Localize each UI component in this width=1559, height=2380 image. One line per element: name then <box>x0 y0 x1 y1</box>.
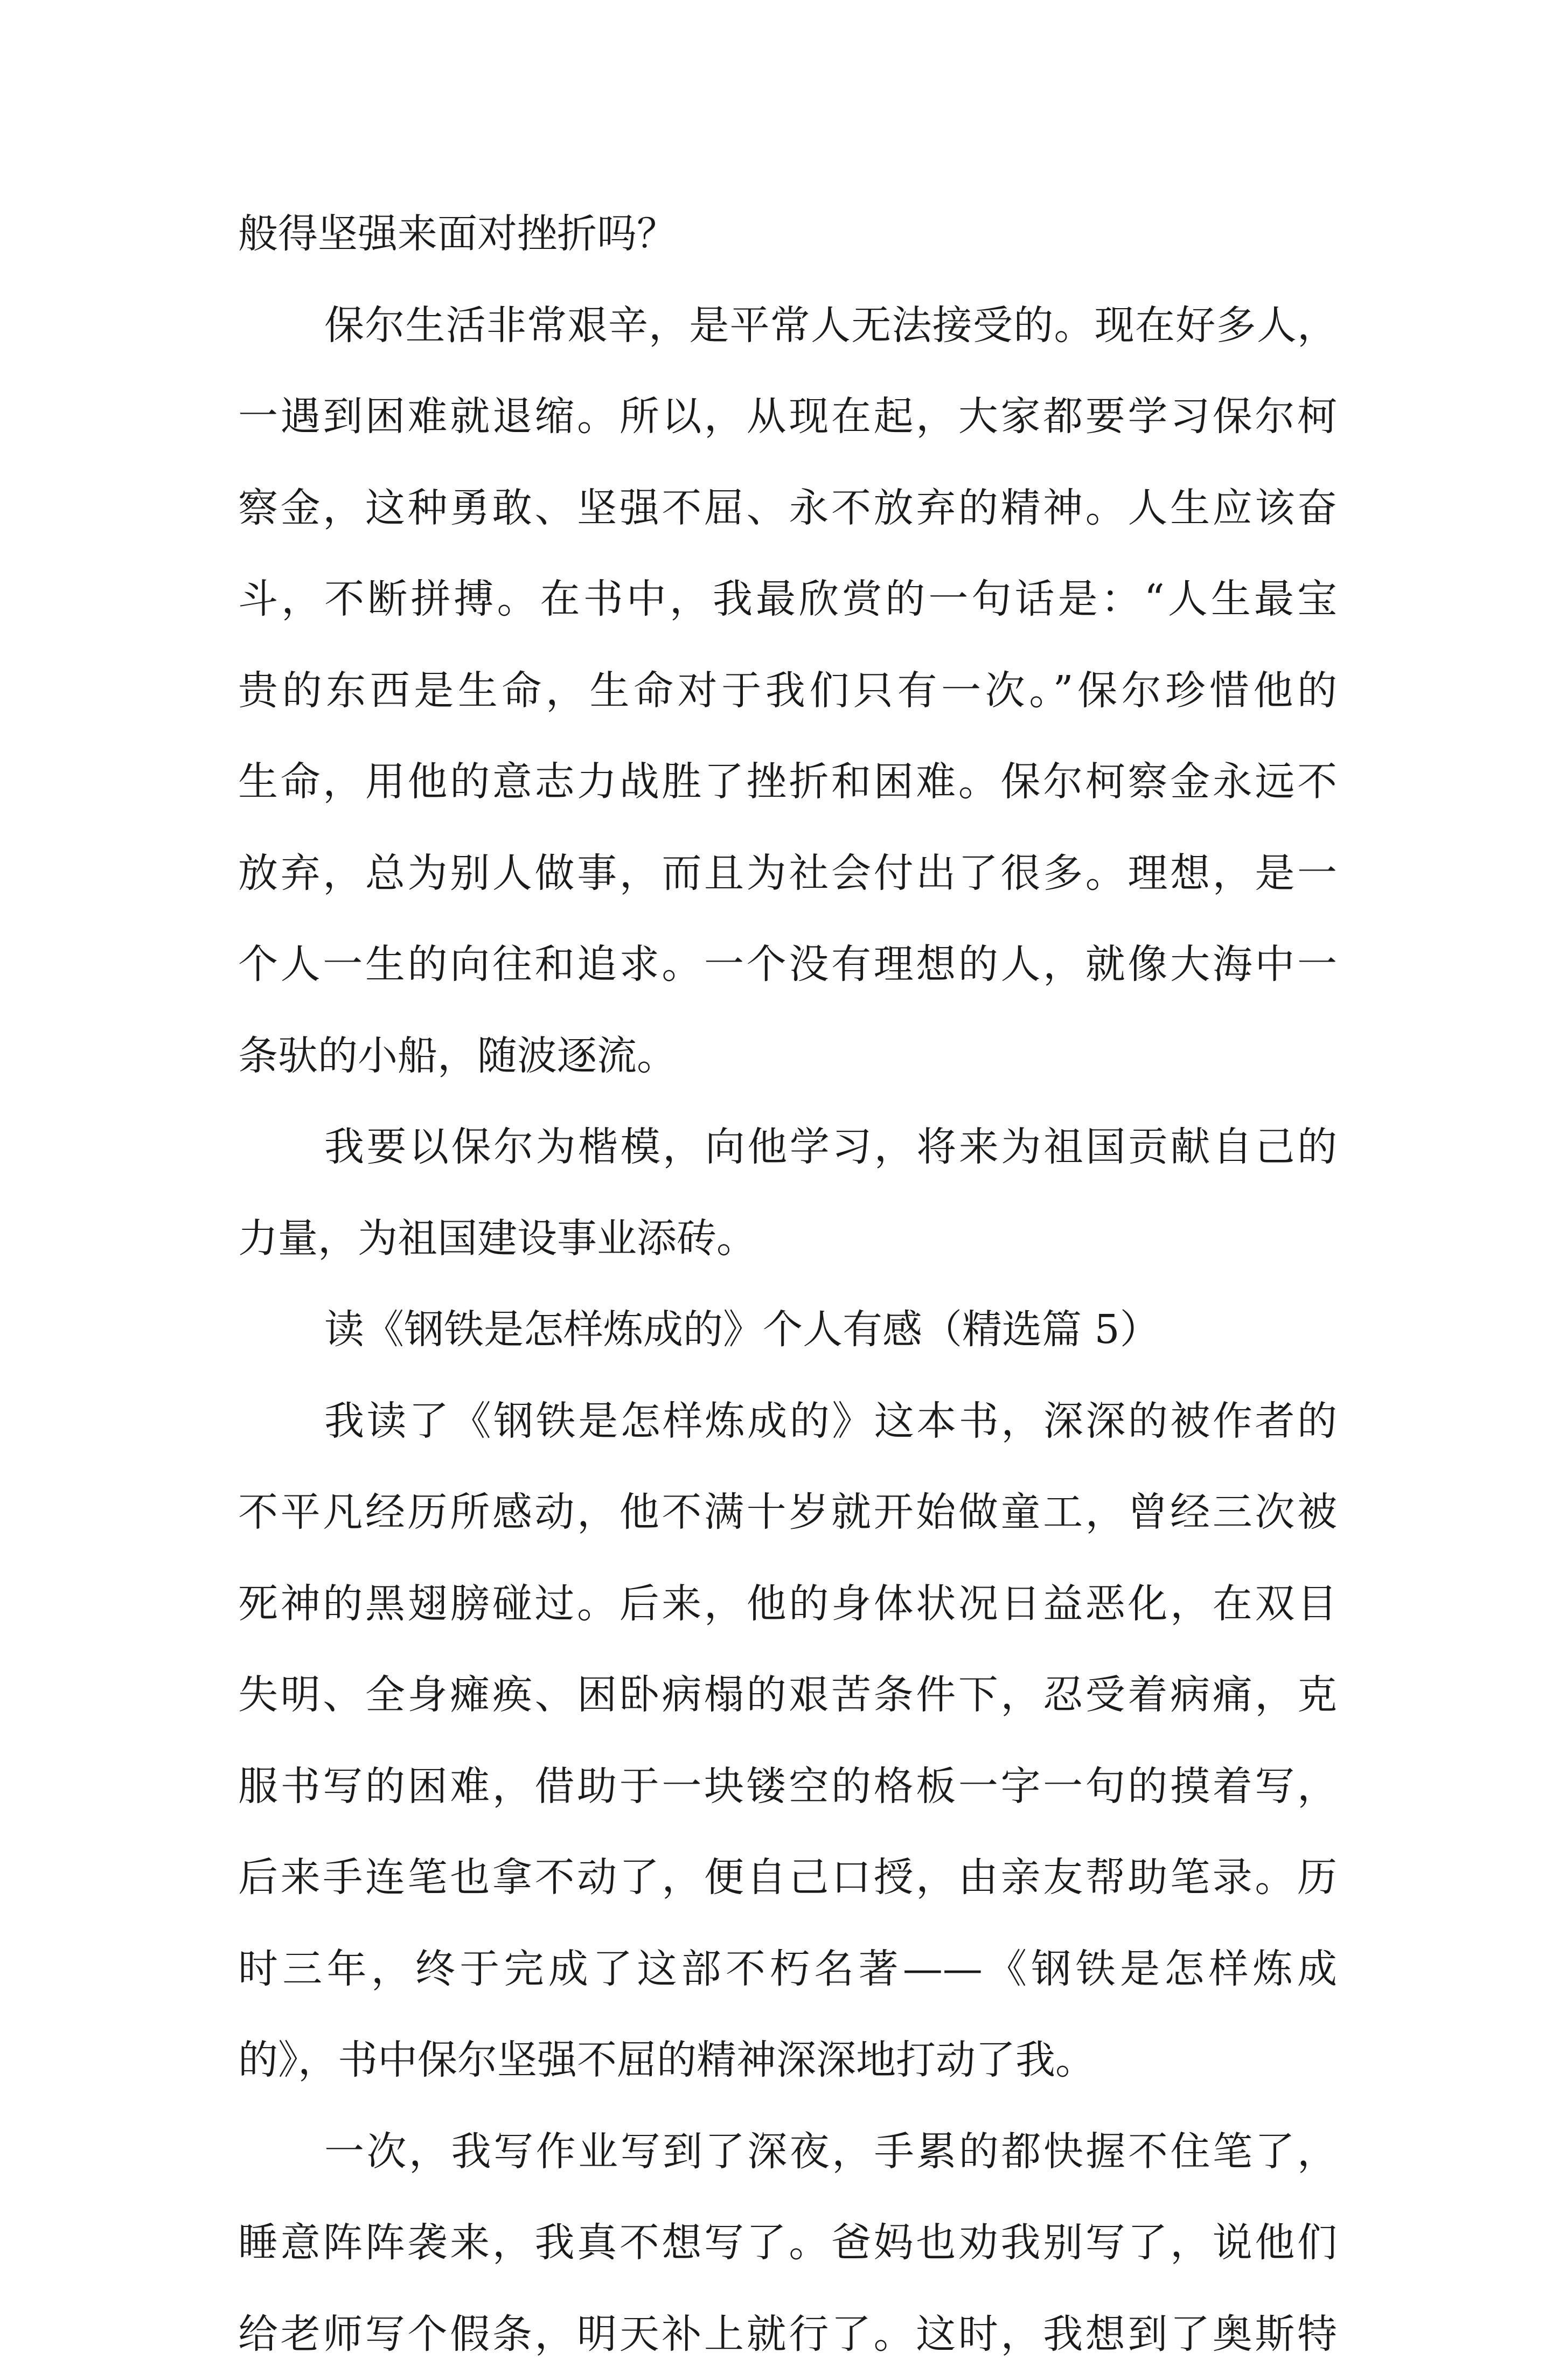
text-line: 放弃，总为别人做事，而且为社会付出了很多。理想，是一 <box>238 828 1337 920</box>
text-line: 服书写的困难，借助于一块镂空的格板一字一句的摸着写， <box>238 1741 1337 1833</box>
text-line: 保尔生活非常艰辛，是平常人无法接受的。现在好多人， <box>238 280 1337 372</box>
text-line: 不平凡经历所感动，他不满十岁就开始做童工，曾经三次被 <box>238 1467 1337 1558</box>
text-line: 时三年，终于完成了这部不朽名著——《钢铁是怎样炼成 <box>238 1924 1337 2015</box>
text-line: 的》，书中保尔坚强不屈的精神深深地打动了我。 <box>238 2015 1337 2106</box>
document-body <box>238 189 1337 2380</box>
text-line: 我读了《钢铁是怎样炼成的》这本书，深深的被作者的 <box>238 1376 1337 1467</box>
text-line: 生命，用他的意志力战胜了挫折和困难。保尔柯察金永远不 <box>238 736 1337 828</box>
text-line: 贵的东西是生命，生命对于我们只有一次。”保尔珍惜他的 <box>238 645 1337 737</box>
text-line: 给老师写个假条，明天补上就行了。这时，我想到了奥斯特 <box>238 2289 1337 2380</box>
text-line: 一次，我写作业写到了深夜，手累的都快握不住笔了， <box>238 2106 1337 2198</box>
text-line: 失明、全身瘫痪、困卧病榻的艰苦条件下，忍受着病痛，克 <box>238 1650 1337 1741</box>
text-line: 死神的黑翅膀碰过。后来，他的身体状况日益恶化，在双目 <box>238 1558 1337 1650</box>
text-line: 我要以保尔为楷模，向他学习，将来为祖国贡献自己的 <box>238 1102 1337 1193</box>
text-line: 一遇到困难就退缩。所以，从现在起，大家都要学习保尔柯 <box>238 371 1337 463</box>
text-line: 读《钢铁是怎样炼成的》个人有感（精选篇 5） <box>238 1284 1337 1376</box>
text-line: 力量，为祖国建设事业添砖。 <box>238 1193 1337 1285</box>
text-line: 条驮的小船，随波逐流。 <box>238 1011 1337 1102</box>
text-line: 后来手连笔也拿不动了，便自己口授，由亲友帮助笔录。历 <box>238 1832 1337 1924</box>
text-line: 斗，不断拼搏。在书中，我最欣赏的一句话是：“人生最宝 <box>238 554 1337 645</box>
text-line: 个人一生的向往和追求。一个没有理想的人，就像大海中一 <box>238 919 1337 1011</box>
text-line: 般得坚强来面对挫折吗？ <box>238 189 1337 280</box>
text-line: 睡意阵阵袭来，我真不想写了。爸妈也劝我别写了，说他们 <box>238 2197 1337 2289</box>
text-line: 察金，这种勇敢、坚强不屈、永不放弃的精神。人生应该奋 <box>238 463 1337 554</box>
